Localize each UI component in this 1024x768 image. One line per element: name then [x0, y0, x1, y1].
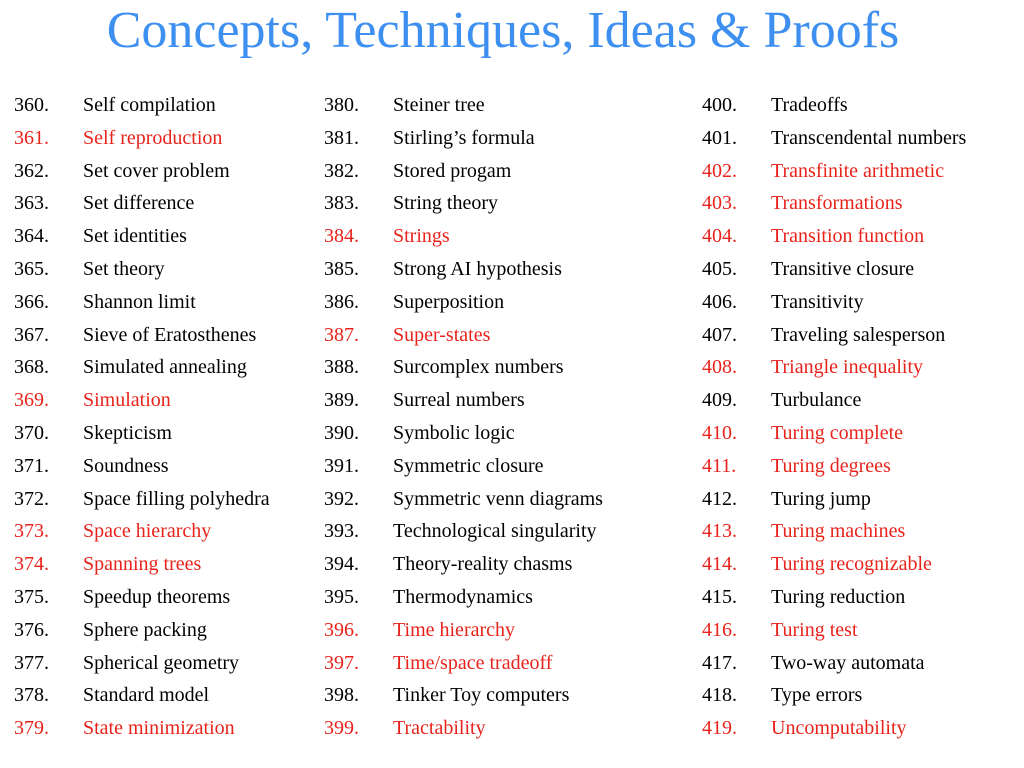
concept-name: Sphere packing [83, 618, 207, 641]
concept-name: Set identities [83, 225, 187, 248]
concept-number: 418. [702, 684, 737, 707]
concept-name: Self reproduction [83, 126, 223, 149]
concept-list-item [14, 647, 270, 680]
concept-name: Symmetric venn diagrams [393, 487, 603, 510]
concept-list-item [702, 581, 966, 614]
concept-list-item [324, 515, 603, 548]
concept-name: State minimization [83, 717, 235, 740]
concept-number: 382. [324, 159, 359, 182]
concept-number: 404. [702, 225, 737, 248]
concept-number: 392. [324, 487, 359, 510]
concept-name: Time/space tradeoff [393, 651, 553, 674]
concept-list-item [702, 155, 966, 188]
concept-name: Turing recognizable [771, 553, 932, 576]
concept-number: 388. [324, 356, 359, 379]
concept-list-item [324, 712, 603, 745]
concept-name: Surreal numbers [393, 389, 525, 412]
concept-name: Two-way automata [771, 651, 925, 674]
concept-name: Stored progam [393, 159, 512, 182]
concept-name: Sieve of Eratosthenes [83, 323, 257, 346]
concept-number: 396. [324, 618, 359, 641]
concept-number: 406. [702, 290, 737, 313]
concept-list-item [324, 483, 603, 516]
concept-number: 381. [324, 126, 359, 149]
concept-name: Strong AI hypothesis [393, 257, 562, 280]
concept-number: 394. [324, 553, 359, 576]
concept-number: 365. [14, 257, 49, 280]
concept-list-item [14, 581, 270, 614]
concept-list-item [14, 548, 270, 581]
concept-number: 362. [14, 159, 49, 182]
concept-name: Turing reduction [771, 585, 906, 608]
concept-list-item [702, 89, 966, 122]
concept-list-item [14, 89, 270, 122]
concept-number: 405. [702, 257, 737, 280]
concept-list-item [702, 712, 966, 745]
concept-name: Super-states [393, 323, 491, 346]
concept-number: 387. [324, 323, 359, 346]
concept-number: 363. [14, 192, 49, 215]
concept-column-1 [14, 89, 270, 745]
concept-number: 378. [14, 684, 49, 707]
concept-number: 419. [702, 717, 737, 740]
concept-number: 374. [14, 553, 49, 576]
concept-name: Soundness [83, 454, 169, 477]
concept-name: Thermodynamics [393, 585, 533, 608]
concept-number: 389. [324, 389, 359, 412]
concept-name: Theory-reality chasms [393, 553, 573, 576]
concept-list-item [702, 483, 966, 516]
concept-name: Transition function [771, 225, 925, 248]
concept-list-item [14, 679, 270, 712]
concept-number: 414. [702, 553, 737, 576]
concept-name: Space hierarchy [83, 520, 212, 543]
concept-name: Surcomplex numbers [393, 356, 564, 379]
concept-number: 367. [14, 323, 49, 346]
concept-list-item [324, 450, 603, 483]
concept-list-item [702, 253, 966, 286]
concept-name: Time hierarchy [393, 618, 516, 641]
concept-list-item [14, 155, 270, 188]
concept-number: 370. [14, 421, 49, 444]
concept-list-item [324, 647, 603, 680]
concept-name: Turing jump [771, 487, 871, 510]
concept-name: Simulated annealing [83, 356, 247, 379]
concept-name: Simulation [83, 389, 171, 412]
concept-name: Symmetric closure [393, 454, 544, 477]
concept-number: 399. [324, 717, 359, 740]
concept-list-item [702, 614, 966, 647]
concept-list-item [14, 614, 270, 647]
concept-list-item [324, 679, 603, 712]
concept-name: Turing test [771, 618, 858, 641]
concept-number: 412. [702, 487, 737, 510]
concept-number: 384. [324, 225, 359, 248]
concept-number: 413. [702, 520, 737, 543]
concept-name: Self compilation [83, 94, 216, 116]
concept-number: 372. [14, 487, 49, 510]
concept-list-item [702, 450, 966, 483]
concept-list-item [14, 417, 270, 450]
concept-name: Set difference [83, 192, 195, 215]
concept-name: Standard model [83, 684, 210, 707]
concept-number: 416. [702, 618, 737, 641]
concept-number: 417. [702, 651, 737, 674]
concept-number: 391. [324, 454, 359, 477]
concept-list-item [324, 417, 603, 450]
concept-number: 411. [702, 454, 737, 477]
concept-name: String theory [393, 192, 498, 215]
concept-number: 415. [702, 585, 737, 608]
concept-number: 369. [14, 389, 49, 412]
concept-list-item [324, 155, 603, 188]
concept-list-item [702, 220, 966, 253]
concept-number: 398. [324, 684, 359, 707]
concept-number: 380. [324, 94, 359, 116]
concept-list-item [14, 319, 270, 352]
concept-name: Uncomputability [771, 717, 907, 740]
concept-name: Traveling salesperson [771, 323, 946, 346]
concept-list-item [702, 319, 966, 352]
concept-list-item [14, 187, 270, 220]
concept-name: Transfinite arithmetic [771, 159, 945, 182]
concept-list-item [324, 384, 603, 417]
concept-list-item [324, 614, 603, 647]
concept-list-item [324, 122, 603, 155]
concept-number: 377. [14, 651, 49, 674]
concept-number: 401. [702, 126, 737, 149]
concept-number: 368. [14, 356, 49, 379]
concept-list-item [702, 679, 966, 712]
concept-name: Tradeoffs [771, 94, 848, 116]
concept-number: 375. [14, 585, 49, 608]
concept-name: Tractability [393, 717, 486, 740]
concept-list-item [324, 220, 603, 253]
concept-number: 386. [324, 290, 359, 313]
concept-number: 390. [324, 421, 359, 444]
concept-list-item [324, 187, 603, 220]
concept-list-item [14, 253, 270, 286]
concept-number: 403. [702, 192, 737, 215]
concept-list-item [702, 384, 966, 417]
concept-name: Superposition [393, 290, 505, 313]
concept-list-item [324, 253, 603, 286]
concept-name: Set theory [83, 257, 165, 280]
concept-number: 409. [702, 389, 737, 412]
concept-number: 385. [324, 257, 359, 280]
concept-list-item [324, 89, 603, 122]
concept-list-item [324, 351, 603, 384]
concept-name: Type errors [771, 684, 863, 707]
concept-list-item [14, 122, 270, 155]
concept-name: Transcendental numbers [771, 126, 967, 149]
concept-list-item [324, 581, 603, 614]
concept-name: Shannon limit [83, 290, 196, 313]
concept-number: 397. [324, 651, 359, 674]
concept-name: Technological singularity [393, 520, 597, 543]
concept-name: Steiner tree [393, 94, 485, 116]
concept-list-item [14, 515, 270, 548]
concept-number: 364. [14, 225, 49, 248]
concept-name: Symbolic logic [393, 421, 515, 444]
concept-number: 408. [702, 356, 737, 379]
concept-name: Transitive closure [771, 257, 915, 280]
concept-number: 376. [14, 618, 49, 641]
concept-list-item [702, 122, 966, 155]
concept-number: 360. [14, 94, 49, 116]
concept-list-item [324, 319, 603, 352]
concept-name: Turing machines [771, 520, 906, 543]
concept-column-2 [324, 89, 603, 745]
concept-number: 400. [702, 94, 737, 116]
concept-number: 379. [14, 717, 49, 740]
concept-name: Set cover problem [83, 159, 230, 182]
concept-list-item [702, 647, 966, 680]
concept-list-item [702, 417, 966, 450]
concept-name: Turbulance [771, 389, 862, 412]
concept-number: 373. [14, 520, 49, 543]
concept-column-3 [702, 89, 966, 745]
concept-name: Turing degrees [771, 454, 891, 477]
concept-name: Turing complete [771, 421, 904, 444]
concept-list-item [702, 286, 966, 319]
concept-name: Triangle inequality [771, 356, 924, 379]
concept-number: 366. [14, 290, 49, 313]
concept-list-item [14, 220, 270, 253]
concept-number: 361. [14, 126, 49, 149]
concept-list-item [702, 351, 966, 384]
concept-name: Space filling polyhedra [83, 487, 270, 510]
concept-name: Stirling’s formula [393, 126, 535, 149]
concept-list-item [14, 384, 270, 417]
concept-number: 393. [324, 520, 359, 543]
concept-name: Skepticism [83, 421, 172, 444]
concept-name: Spherical geometry [83, 651, 240, 674]
concept-name: Tinker Toy computers [393, 684, 570, 707]
concept-list-item [702, 187, 966, 220]
concept-list-item [14, 450, 270, 483]
concept-name: Transitivity [771, 290, 864, 313]
concept-list-item [14, 483, 270, 516]
concept-name: Spanning trees [83, 553, 202, 576]
concept-list-item [14, 712, 270, 745]
concept-number: 410. [702, 421, 737, 444]
concept-number: 383. [324, 192, 359, 215]
concept-list-item [702, 548, 966, 581]
slide-title: Concepts, Techniques, Ideas & Proofs [106, 2, 900, 59]
concept-number: 395. [324, 585, 359, 608]
concept-name: Strings [393, 225, 450, 248]
concept-list-item [14, 286, 270, 319]
concept-name: Speedup theorems [83, 585, 231, 608]
concept-list-item [324, 548, 603, 581]
concept-number: 402. [702, 159, 737, 182]
concept-number: 407. [702, 323, 737, 346]
concept-list-item [702, 515, 966, 548]
concept-list-item [324, 286, 603, 319]
concept-number: 371. [14, 454, 49, 477]
concept-list-item [14, 351, 270, 384]
concept-name: Transformations [771, 192, 903, 215]
